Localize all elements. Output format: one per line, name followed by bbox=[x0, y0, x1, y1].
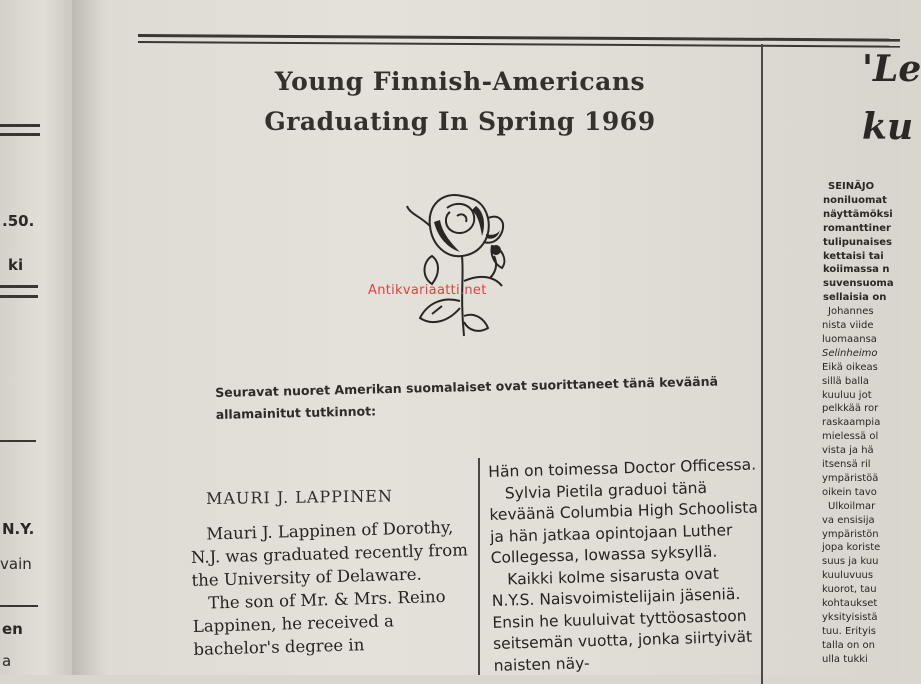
right-column-line: sillä balla bbox=[822, 375, 870, 387]
headline bbox=[200, 62, 720, 142]
right-column-line: noniluomat bbox=[823, 194, 887, 206]
right-column-line: vista ja hä bbox=[822, 445, 874, 457]
left-rule bbox=[0, 133, 40, 136]
right-headline-fragment: ku bbox=[862, 106, 914, 148]
right-column-line: tulipunaises bbox=[823, 236, 893, 248]
right-column-line: suvensuoma bbox=[823, 278, 894, 290]
right-column-line: ympäristöä bbox=[822, 472, 879, 484]
right-column-line: mielessä ol bbox=[822, 431, 879, 443]
right-column-line: Ulkoilmar bbox=[828, 500, 876, 512]
top-rule bbox=[138, 34, 900, 42]
right-column-line: kohtaukset bbox=[822, 598, 878, 609]
article-paragraph: Mauri J. Lappinen of Dorothy, N.J. was graduated recently from the University of Delaware. bbox=[190, 517, 469, 590]
article-column-2 bbox=[488, 454, 766, 677]
right-headline-fragment: 'Le bbox=[862, 48, 921, 90]
headline-line: Graduating In Spring 1969 bbox=[264, 107, 656, 136]
intro-line: allamainitut tutkinnot: bbox=[215, 403, 377, 422]
left-fragment: .50. bbox=[2, 212, 35, 230]
left-rule bbox=[0, 124, 40, 127]
right-column-line: raskaampia bbox=[822, 417, 881, 429]
right-column-line: nista viide bbox=[822, 320, 874, 331]
right-column-line: tuu. Erityis bbox=[822, 625, 876, 637]
left-fragment: N.Y. bbox=[2, 520, 35, 538]
right-column-line: va ensisija bbox=[822, 514, 875, 526]
right-column-line: ympäristön bbox=[822, 528, 879, 540]
right-column-line: kuuluvuus bbox=[822, 570, 874, 582]
top-rule bbox=[138, 41, 900, 48]
column-rule bbox=[478, 458, 480, 675]
right-column-line: näyttämöksi bbox=[823, 208, 893, 220]
right-column-line: Selinheimo bbox=[822, 347, 878, 359]
right-column-line: romanttiner bbox=[823, 222, 891, 234]
left-fragment: en bbox=[2, 620, 23, 638]
right-column-line: Eikä oikeas bbox=[822, 361, 878, 373]
left-rule bbox=[0, 285, 38, 288]
right-column-line: kuuluu jot bbox=[822, 389, 872, 401]
left-fragment: vain bbox=[0, 555, 32, 573]
right-column-line: pelkkää ror bbox=[822, 403, 879, 415]
article-subhead: MAURI J. LAPPINEN bbox=[205, 486, 394, 508]
right-column-line: kuorot, tau bbox=[822, 584, 877, 596]
right-column-line: itsensä ril bbox=[822, 459, 871, 470]
right-column-line: talla on on bbox=[822, 639, 876, 651]
left-fragment: a bbox=[2, 652, 12, 670]
right-column-line: kettaisi tai bbox=[823, 250, 884, 262]
article-paragraph: Kaikki kolme sisarusta ovat N.Y.S. Naisvoimistelijain jäseniä. Ensin he kuuluivat tyttöosastoon seitsemän vuotta, jonka siirtyivät naisten näy- bbox=[491, 564, 753, 675]
right-column-line: koiimassa n bbox=[823, 264, 890, 276]
watermark: Antikvariaatti.net bbox=[368, 283, 487, 298]
left-rule bbox=[0, 295, 38, 298]
right-column-line: yksityisistä bbox=[822, 611, 878, 623]
article-paragraph: The son of Mr. & Mrs. Reino Lappinen, he received a bachelor's degree in bbox=[192, 586, 446, 659]
right-column-line: SEINÄJO bbox=[828, 181, 875, 192]
intro-text bbox=[215, 370, 756, 426]
article-column-1 bbox=[190, 515, 474, 661]
right-column-line: oikein tavo bbox=[822, 486, 877, 498]
article-paragraph: Hän on toimessa Doctor Officessa. bbox=[488, 455, 757, 481]
left-rule bbox=[0, 605, 38, 607]
headline-line: Young Finnish-Americans bbox=[274, 67, 646, 96]
right-column-line: suus ja kuu bbox=[822, 556, 879, 568]
page-fold-shadow bbox=[72, 0, 112, 675]
right-column-line: Johannes bbox=[828, 306, 874, 318]
intro-line: Seuravat nuoret Amerikan suomalaiset ovat suorittaneet tänä keväänä bbox=[215, 373, 719, 400]
left-rule bbox=[0, 440, 36, 442]
right-column-line: ulla tukki bbox=[822, 653, 868, 665]
left-fragment: ki bbox=[8, 256, 24, 274]
article-paragraph: Sylvia Pietila graduoi tänä keväänä Columbia High Schoolista ja hän jatkaa opintojaan Luther Collegessa, Iowassa syksyllä. bbox=[489, 478, 759, 567]
right-column-line: sellaisia on bbox=[823, 292, 887, 304]
right-column-line: luomaansa bbox=[822, 333, 877, 345]
right-column-line: jopa koriste bbox=[822, 542, 881, 554]
rose-illustration bbox=[402, 186, 522, 346]
previous-page-edge bbox=[0, 0, 74, 675]
